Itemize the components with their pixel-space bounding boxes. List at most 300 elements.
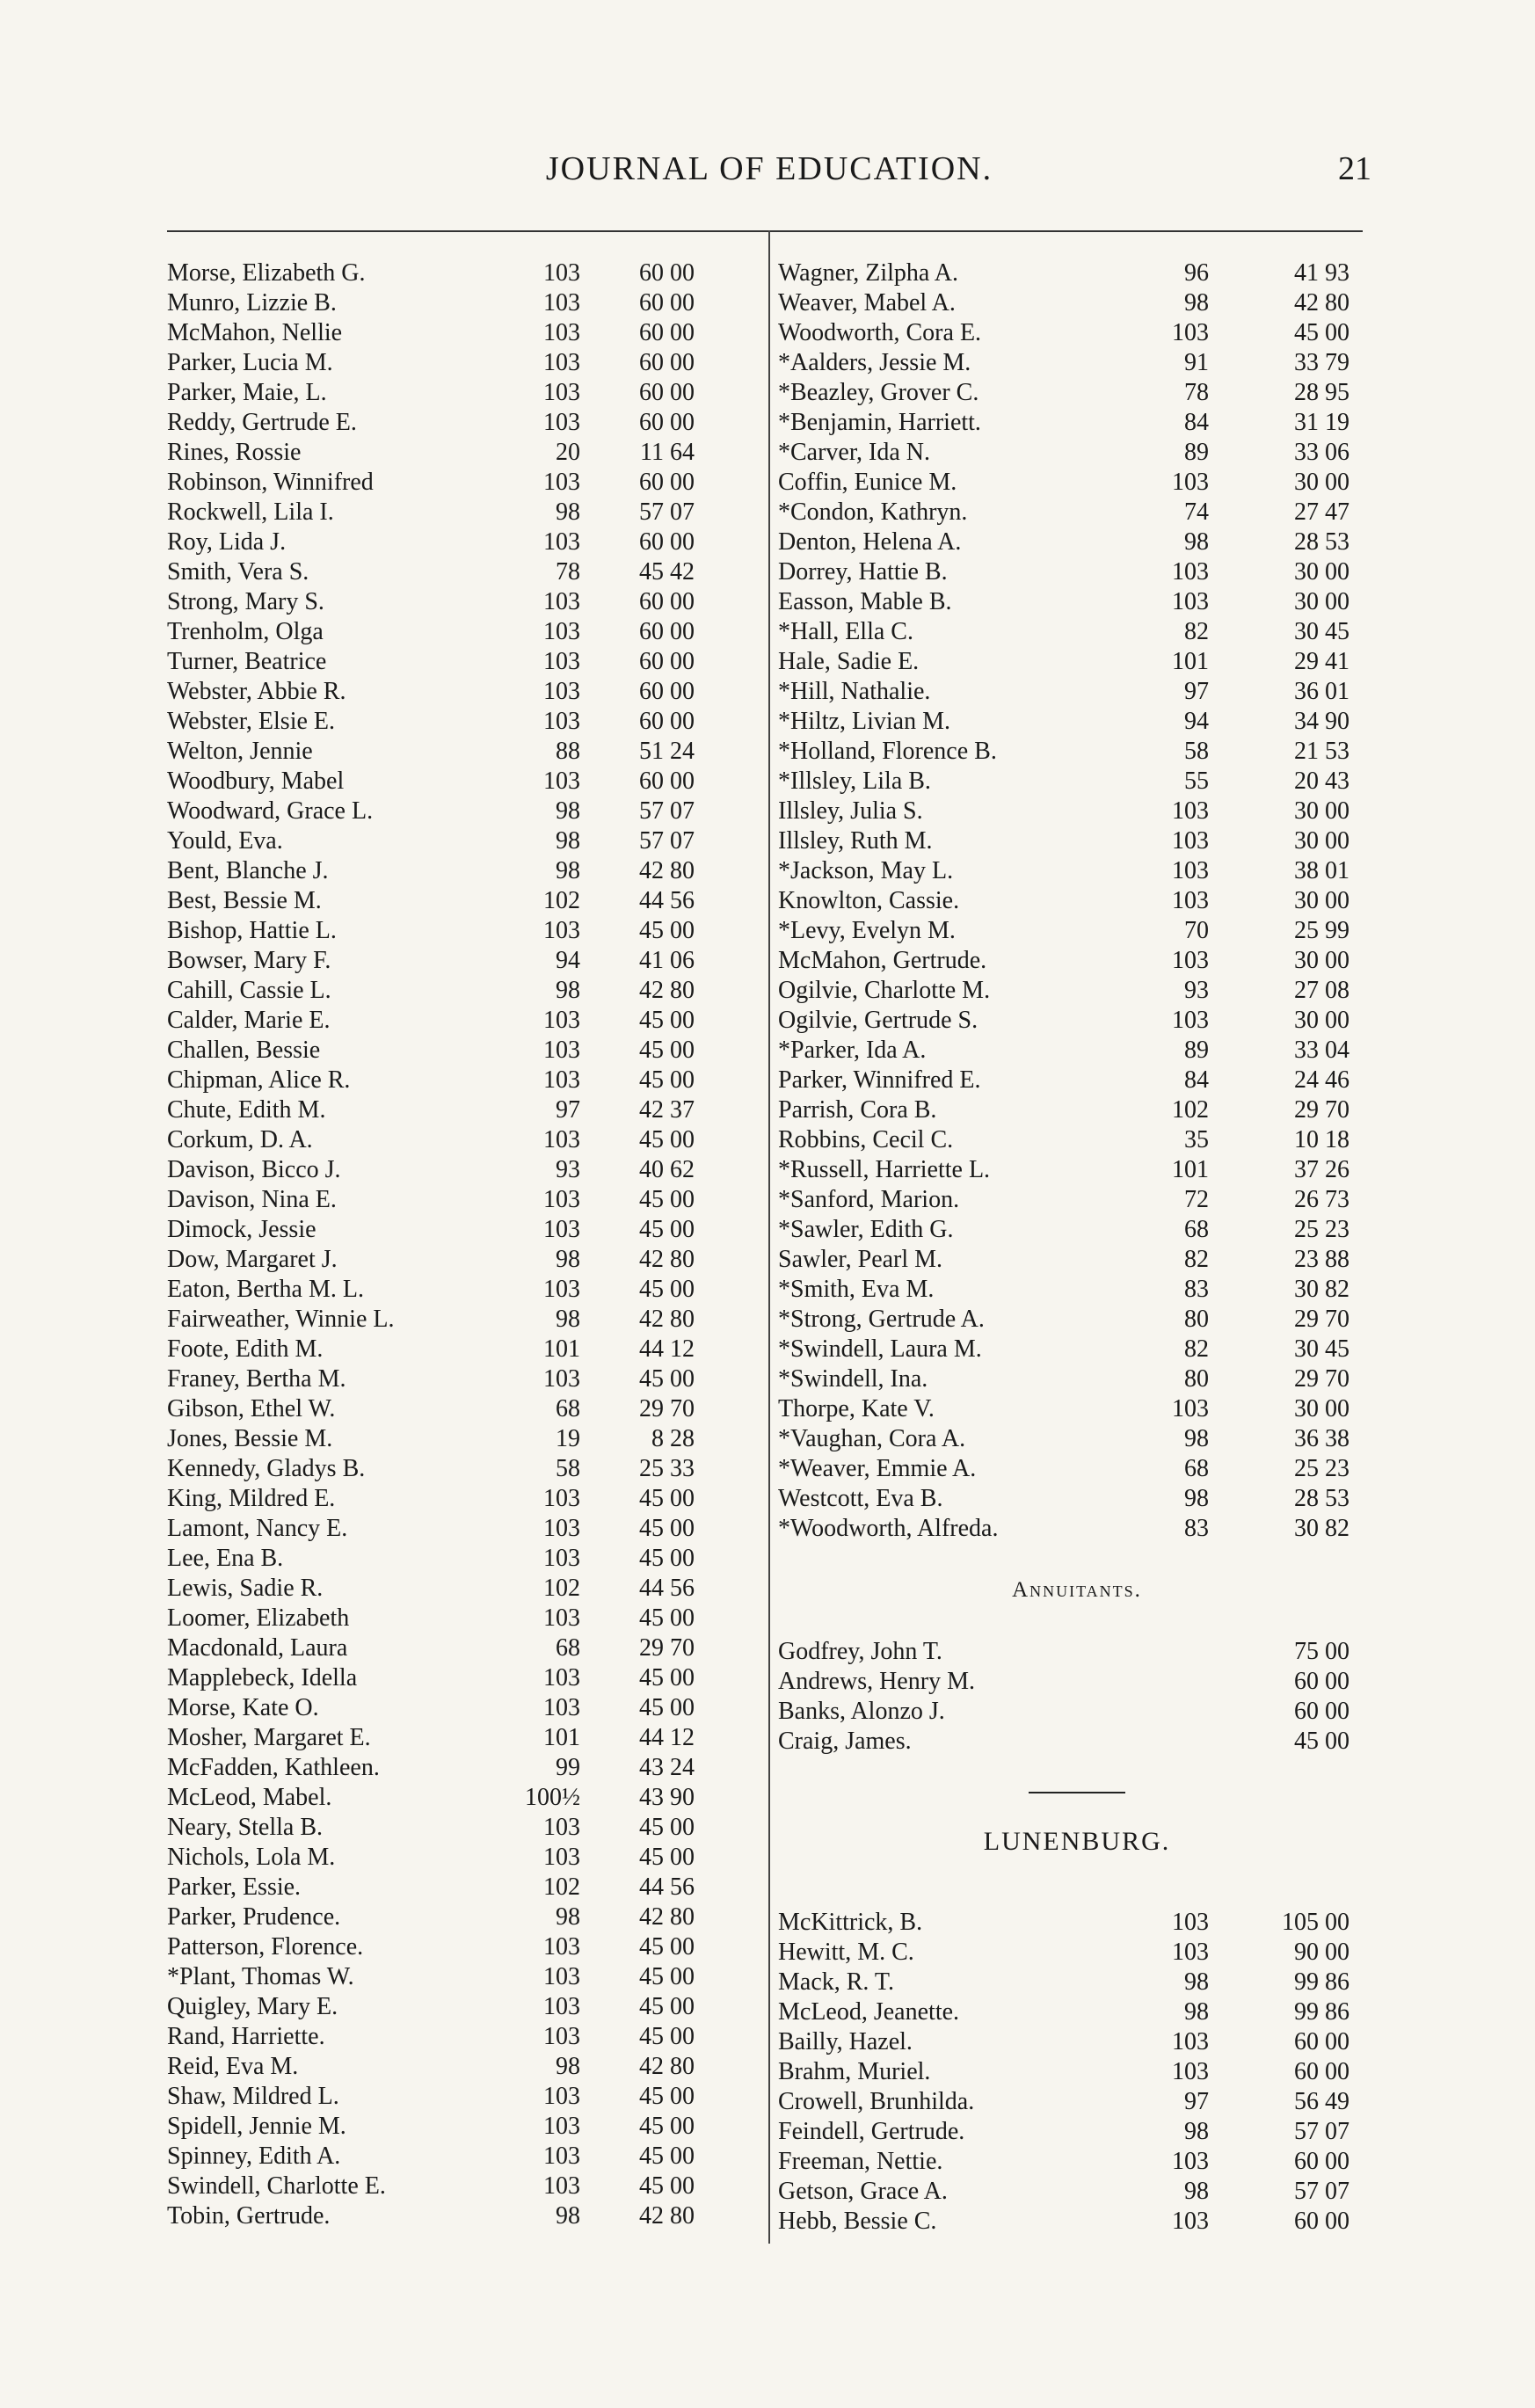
entry-days: 98 [1184, 2118, 1209, 2145]
entry-days [1139, 1637, 1209, 1667]
list-item [167, 288, 756, 318]
entry-days: 98 [556, 977, 580, 1004]
list-item [778, 1095, 1376, 1125]
lunenburg-heading: LUNENBURG. [983, 1827, 1171, 1856]
entry-name: Sawler, Pearl M. [778, 1246, 943, 1273]
list-item [778, 2117, 1376, 2147]
entry-amount: 60 00 [639, 618, 695, 645]
entry-amount: 36 38 [1294, 1425, 1349, 1452]
list-item [778, 1245, 1376, 1275]
list-item [167, 1155, 756, 1185]
entry-amount: 60 00 [1294, 2058, 1349, 2085]
entry-days: 103 [543, 678, 580, 705]
entry-name: McLeod, Mabel. [167, 1784, 332, 1811]
entry-days: 74 [1184, 498, 1209, 526]
entry-name: Gibson, Ethel W. [167, 1395, 336, 1422]
entry-amount: 37 26 [1294, 1156, 1349, 1183]
entry-amount: 44 12 [639, 1724, 695, 1751]
entry-days: 103 [543, 2172, 580, 2200]
list-item [778, 1155, 1376, 1185]
entry-days: 103 [543, 1066, 580, 1094]
entry-amount: 41 93 [1294, 259, 1349, 287]
entry-amount: 43 90 [639, 1784, 695, 1811]
entry-amount: 43 24 [639, 1754, 695, 1781]
list-item [167, 527, 756, 557]
entry-amount: 60 00 [639, 319, 695, 346]
header-rule [167, 230, 1363, 232]
entry-amount: 28 53 [1294, 1485, 1349, 1512]
entry-name: Weaver, Mabel A. [778, 289, 956, 316]
entry-days: 98 [556, 2202, 580, 2230]
entry-amount: 42 80 [639, 1903, 695, 1931]
entry-name: Challen, Bessie [167, 1037, 321, 1064]
entry-name: Rines, Rossie [167, 439, 302, 466]
entry-amount: 28 95 [1294, 379, 1349, 406]
entry-amount: 57 07 [639, 827, 695, 855]
entry-amount: 45 00 [639, 2083, 695, 2110]
entry-amount: 60 00 [639, 588, 695, 615]
entry-days: 103 [1172, 2208, 1209, 2235]
entry-name: Bailly, Hazel. [778, 2028, 913, 2055]
list-item [778, 1454, 1376, 1484]
entry-amount: 60 00 [639, 648, 695, 675]
list-item [778, 2087, 1376, 2117]
entry-days: 83 [1184, 1276, 1209, 1303]
list-item [167, 946, 756, 976]
entry-name: Cahill, Cassie L. [167, 977, 331, 1004]
entry-amount: 45 00 [639, 1545, 695, 1572]
entry-name: Ogilvie, Gertrude S. [778, 1007, 978, 1034]
entry-name: Corkum, D. A. [167, 1126, 313, 1153]
entry-days: 103 [1172, 797, 1209, 825]
entry-name: Kennedy, Gladys B. [167, 1455, 366, 1482]
list-item [167, 1394, 756, 1424]
entry-name: Knowlton, Cassie. [778, 887, 960, 914]
left-column-list [167, 258, 756, 2231]
page-number: 21 [1338, 150, 1371, 187]
entry-name: Spinney, Edith A. [167, 2142, 341, 2170]
entry-name: Roy, Lida J. [167, 528, 287, 556]
entry-days [1139, 1697, 1209, 1727]
list-item [167, 1215, 756, 1245]
list-item [778, 946, 1376, 976]
entry-name: *Sanford, Marion. [778, 1186, 960, 1213]
entry-amount: 57 07 [639, 797, 695, 825]
entry-amount: 44 56 [639, 1873, 695, 1901]
entry-amount: 75 00 [1294, 1638, 1349, 1665]
entry-name: Webster, Elsie E. [167, 708, 336, 735]
entry-amount: 36 01 [1294, 678, 1349, 705]
entry-name: Mapplebeck, Idella [167, 1664, 358, 1691]
entry-amount: 29 41 [1294, 648, 1349, 675]
entry-days: 103 [543, 708, 580, 735]
list-item [778, 258, 1376, 288]
entry-days: 103 [1172, 947, 1209, 974]
list-item [167, 1902, 756, 1932]
entry-amount: 60 00 [1294, 2148, 1349, 2175]
entry-name: *Smith, Eva M. [778, 1276, 935, 1303]
entry-name: Chipman, Alice R. [167, 1066, 351, 1094]
list-item [167, 2112, 756, 2142]
list-item [167, 647, 756, 677]
entry-days: 97 [1184, 2088, 1209, 2115]
entry-amount: 60 00 [639, 349, 695, 376]
entry-days: 103 [543, 1545, 580, 1572]
list-item [167, 2082, 756, 2112]
entry-days: 98 [1184, 1485, 1209, 1512]
entry-days: 80 [1184, 1365, 1209, 1393]
entry-days: 84 [1184, 1066, 1209, 1094]
list-item [167, 468, 756, 498]
entry-amount: 29 70 [1294, 1096, 1349, 1124]
entry-days: 68 [1184, 1216, 1209, 1243]
entry-days: 98 [556, 2053, 580, 2080]
entry-name: Morse, Kate O. [167, 1694, 319, 1721]
entry-name: Illsley, Ruth M. [778, 827, 933, 855]
list-item [167, 617, 756, 647]
entry-days: 103 [543, 1216, 580, 1243]
entry-days: 84 [1184, 409, 1209, 436]
list-item [778, 318, 1376, 348]
list-item [167, 2022, 756, 2052]
list-item [167, 1066, 756, 1095]
entry-days: 101 [543, 1335, 580, 1363]
entry-days: 94 [1184, 708, 1209, 735]
entry-days: 103 [543, 618, 580, 645]
list-item [778, 767, 1376, 797]
entry-name: Shaw, Mildred L. [167, 2083, 339, 2110]
entry-days: 78 [1184, 379, 1209, 406]
list-item [167, 1932, 756, 1962]
entry-days: 101 [543, 1724, 580, 1751]
list-item [778, 1275, 1376, 1305]
journal-title: JOURNAL OF EDUCATION. [545, 150, 993, 187]
entry-name: Denton, Helena A. [778, 528, 962, 556]
entry-amount: 45 00 [639, 1604, 695, 1632]
entry-amount: 44 56 [639, 887, 695, 914]
entry-days: 78 [556, 558, 580, 586]
entry-name: Bishop, Hattie L. [167, 917, 337, 944]
entry-name: Robinson, Winnifred [167, 469, 374, 496]
entry-name: Crowell, Brunhilda. [778, 2088, 975, 2115]
entry-amount: 25 33 [639, 1455, 695, 1482]
list-item [778, 498, 1376, 527]
entry-name: McMahon, Nellie [167, 319, 343, 346]
entry-days: 102 [543, 1873, 580, 1901]
entry-name: Dorrey, Hattie B. [778, 558, 948, 586]
entry-days: 98 [556, 797, 580, 825]
list-item [167, 1305, 756, 1335]
entry-name: Brahm, Muriel. [778, 2058, 931, 2085]
entry-days: 103 [1172, 469, 1209, 496]
list-item [778, 826, 1376, 856]
list-item [778, 408, 1376, 438]
entry-name: Swindell, Charlotte E. [167, 2172, 386, 2200]
entry-amount: 25 23 [1294, 1455, 1349, 1482]
list-item [778, 2207, 1376, 2237]
list-item [167, 856, 756, 886]
entry-name: McMahon, Gertrude. [778, 947, 987, 974]
entry-amount: 45 00 [639, 1216, 695, 1243]
list-item [778, 1908, 1376, 1938]
list-item [167, 258, 756, 288]
entry-days: 98 [1184, 528, 1209, 556]
entry-amount: 45 00 [639, 2023, 695, 2050]
entry-days: 103 [543, 469, 580, 496]
entry-days: 103 [1172, 857, 1209, 884]
entry-name: Woodbury, Mabel [167, 768, 345, 795]
entry-days: 83 [1184, 1515, 1209, 1542]
entry-amount: 60 00 [639, 379, 695, 406]
entry-amount: 42 80 [639, 1246, 695, 1273]
entry-name: Strong, Mary S. [167, 588, 324, 615]
entry-amount: 60 00 [639, 469, 695, 496]
entry-name: Reddy, Gertrude E. [167, 409, 357, 436]
entry-days: 103 [1172, 2148, 1209, 2175]
list-item [167, 2142, 756, 2172]
entry-amount: 30 00 [1294, 588, 1349, 615]
entry-days: 103 [543, 917, 580, 944]
entry-amount: 57 07 [1294, 2118, 1349, 2145]
entry-amount: 99 86 [1294, 1968, 1349, 1996]
entry-amount: 20 43 [1294, 768, 1349, 795]
list-item [778, 587, 1376, 617]
annuitants-heading: Annuitants. [1012, 1578, 1142, 1602]
entry-days: 68 [556, 1634, 580, 1662]
entry-amount: 29 70 [1294, 1365, 1349, 1393]
entry-days: 103 [543, 1365, 580, 1393]
entry-amount: 60 00 [639, 289, 695, 316]
entry-days: 103 [543, 1933, 580, 1961]
entry-amount: 60 00 [1294, 1698, 1349, 1725]
entry-days: 103 [543, 588, 580, 615]
entry-name: *Hiltz, Livian M. [778, 708, 950, 735]
entry-amount: 30 00 [1294, 827, 1349, 855]
entry-name: *Plant, Thomas W. [167, 1963, 354, 1990]
entry-days: 103 [543, 528, 580, 556]
entry-amount: 45 00 [639, 1814, 695, 1841]
entry-days: 103 [1172, 2058, 1209, 2085]
list-item [167, 916, 756, 946]
list-item [778, 1364, 1376, 1394]
entry-days: 103 [543, 2083, 580, 2110]
entry-days: 103 [543, 1694, 580, 1721]
entry-amount: 45 00 [639, 1933, 695, 1961]
entry-days: 103 [1172, 887, 1209, 914]
entry-name: Dow, Margaret J. [167, 1246, 338, 1273]
entry-name: Coffin, Eunice M. [778, 469, 957, 496]
entry-name: Hewitt, M. C. [778, 1939, 914, 1966]
entry-days: 103 [543, 289, 580, 316]
entry-name: Banks, Alonzo J. [778, 1698, 945, 1725]
entry-name: Macdonald, Laura [167, 1634, 348, 1662]
entry-days: 103 [1172, 1939, 1209, 1966]
entry-name: Eaton, Bertha M. L. [167, 1276, 364, 1303]
entry-amount: 60 00 [639, 409, 695, 436]
list-item [778, 2027, 1376, 2057]
entry-amount: 30 45 [1294, 1335, 1349, 1363]
entry-name: Webster, Abbie R. [167, 678, 346, 705]
entry-name: Dimock, Jessie [167, 1216, 316, 1243]
entry-days [1139, 1727, 1209, 1757]
entry-name: Westcott, Eva B. [778, 1485, 943, 1512]
list-item [167, 1574, 756, 1604]
list-item [778, 1697, 1376, 1727]
entry-amount: 33 04 [1294, 1037, 1349, 1064]
list-item [167, 797, 756, 826]
list-item [167, 976, 756, 1006]
entry-name: *Holland, Florence B. [778, 738, 997, 765]
entry-name: Yould, Eva. [167, 827, 283, 855]
entry-amount: 30 00 [1294, 1007, 1349, 1034]
entry-days: 82 [1184, 1246, 1209, 1273]
entry-name: King, Mildred E. [167, 1485, 336, 1512]
entry-amount: 42 80 [1294, 289, 1349, 316]
entry-name: Morse, Elizabeth G. [167, 259, 366, 287]
entry-amount: 30 45 [1294, 618, 1349, 645]
entry-amount: 60 00 [639, 708, 695, 735]
entry-days: 103 [1172, 1909, 1209, 1936]
right-column [778, 258, 1376, 2237]
list-item [167, 1335, 756, 1364]
entry-name: Andrews, Henry M. [778, 1668, 975, 1695]
list-item [167, 1633, 756, 1663]
list-item [167, 677, 756, 707]
entry-name: *Woodworth, Alfreda. [778, 1515, 999, 1542]
entry-days: 103 [543, 379, 580, 406]
entry-days: 103 [543, 2113, 580, 2140]
list-item [167, 438, 756, 468]
entry-days: 103 [543, 1007, 580, 1034]
list-item [778, 1938, 1376, 1968]
entry-amount: 42 37 [639, 1096, 695, 1124]
list-item [167, 498, 756, 527]
entry-days: 93 [1184, 977, 1209, 1004]
entry-amount: 44 12 [639, 1335, 695, 1363]
entry-name: McKittrick, B. [778, 1909, 923, 1936]
entry-days: 98 [1184, 1998, 1209, 2026]
list-item [167, 408, 756, 438]
list-item [167, 1992, 756, 2022]
entry-days: 82 [1184, 618, 1209, 645]
entry-name: Woodward, Grace L. [167, 797, 374, 825]
list-item [778, 737, 1376, 767]
entry-days: 103 [543, 1276, 580, 1303]
entry-days: 55 [1184, 768, 1209, 795]
entry-days [1139, 1667, 1209, 1697]
entry-amount: 45 00 [1294, 1728, 1349, 1755]
entry-name: *Swindell, Laura M. [778, 1335, 982, 1363]
entry-amount: 60 00 [639, 259, 695, 287]
entry-name: Hale, Sadie E. [778, 648, 920, 675]
entry-name: *Illsley, Lila B. [778, 768, 931, 795]
entry-days: 70 [1184, 917, 1209, 944]
entry-amount: 45 00 [639, 1126, 695, 1153]
entry-name: Welton, Jennie [167, 738, 313, 765]
entry-name: *Beazley, Grover C. [778, 379, 979, 406]
entry-amount: 99 86 [1294, 1998, 1349, 2026]
list-item [778, 438, 1376, 468]
entry-amount: 8 28 [651, 1425, 695, 1452]
entry-name: *Hall, Ella C. [778, 618, 913, 645]
list-item [167, 886, 756, 916]
entry-amount: 28 53 [1294, 528, 1349, 556]
list-item [778, 468, 1376, 498]
list-item [778, 1424, 1376, 1454]
list-item [778, 647, 1376, 677]
entry-amount: 30 82 [1294, 1515, 1349, 1542]
entry-name: Illsley, Julia S. [778, 797, 923, 825]
entry-name: Bent, Blanche J. [167, 857, 329, 884]
list-item [167, 1663, 756, 1693]
entry-days: 103 [1172, 319, 1209, 346]
entry-amount: 45 00 [639, 1066, 695, 1094]
entry-days: 103 [543, 1037, 580, 1064]
entry-days: 68 [556, 1395, 580, 1422]
entry-days: 58 [556, 1455, 580, 1482]
entry-days: 98 [556, 498, 580, 526]
entry-amount: 45 00 [639, 2172, 695, 2200]
entry-days: 103 [543, 2023, 580, 2050]
entry-amount: 45 00 [639, 2113, 695, 2140]
entry-amount: 41 06 [639, 947, 695, 974]
entry-name: *Benjamin, Harriett. [778, 409, 981, 436]
entry-amount: 33 06 [1294, 439, 1349, 466]
entry-days: 91 [1184, 349, 1209, 376]
entry-days: 103 [543, 648, 580, 675]
list-item [167, 557, 756, 587]
entry-amount: 11 64 [640, 439, 695, 466]
entry-days: 20 [556, 439, 580, 466]
entry-name: *Parker, Ida A. [778, 1037, 927, 1064]
entry-name: Spidell, Jennie M. [167, 2113, 346, 2140]
entry-amount: 90 00 [1294, 1939, 1349, 1966]
entry-amount: 45 00 [639, 1515, 695, 1542]
entry-amount: 45 00 [639, 1963, 695, 1990]
list-item [167, 1813, 756, 1843]
entry-days: 103 [543, 1186, 580, 1213]
entry-name: Best, Bessie M. [167, 887, 322, 914]
right-column-list [778, 258, 1376, 1544]
entry-days: 97 [1184, 678, 1209, 705]
page-header [167, 132, 1371, 202]
list-item [167, 1514, 756, 1544]
list-item [778, 677, 1376, 707]
entry-days: 101 [1172, 1156, 1209, 1183]
list-item [778, 976, 1376, 1006]
list-item [778, 1006, 1376, 1036]
entry-days: 103 [543, 259, 580, 287]
list-item [778, 1997, 1376, 2027]
entry-amount: 29 70 [1294, 1306, 1349, 1333]
entry-name: Munro, Lizzie B. [167, 289, 337, 316]
list-item [778, 1185, 1376, 1215]
list-item [167, 1873, 756, 1902]
entry-name: Bowser, Mary F. [167, 947, 331, 974]
entry-amount: 45 00 [639, 2142, 695, 2170]
entry-days: 93 [556, 1156, 580, 1183]
entry-name: *Russell, Harriette L. [778, 1156, 991, 1183]
entry-days: 103 [543, 1814, 580, 1841]
entry-name: Davison, Bicco J. [167, 1156, 341, 1183]
list-item [167, 1544, 756, 1574]
entry-name: Godfrey, John T. [778, 1638, 942, 1665]
entry-name: Reid, Eva M. [167, 2053, 299, 2080]
list-item [778, 288, 1376, 318]
list-item [778, 557, 1376, 587]
entry-days: 98 [1184, 1968, 1209, 1996]
entry-days: 103 [543, 2142, 580, 2170]
